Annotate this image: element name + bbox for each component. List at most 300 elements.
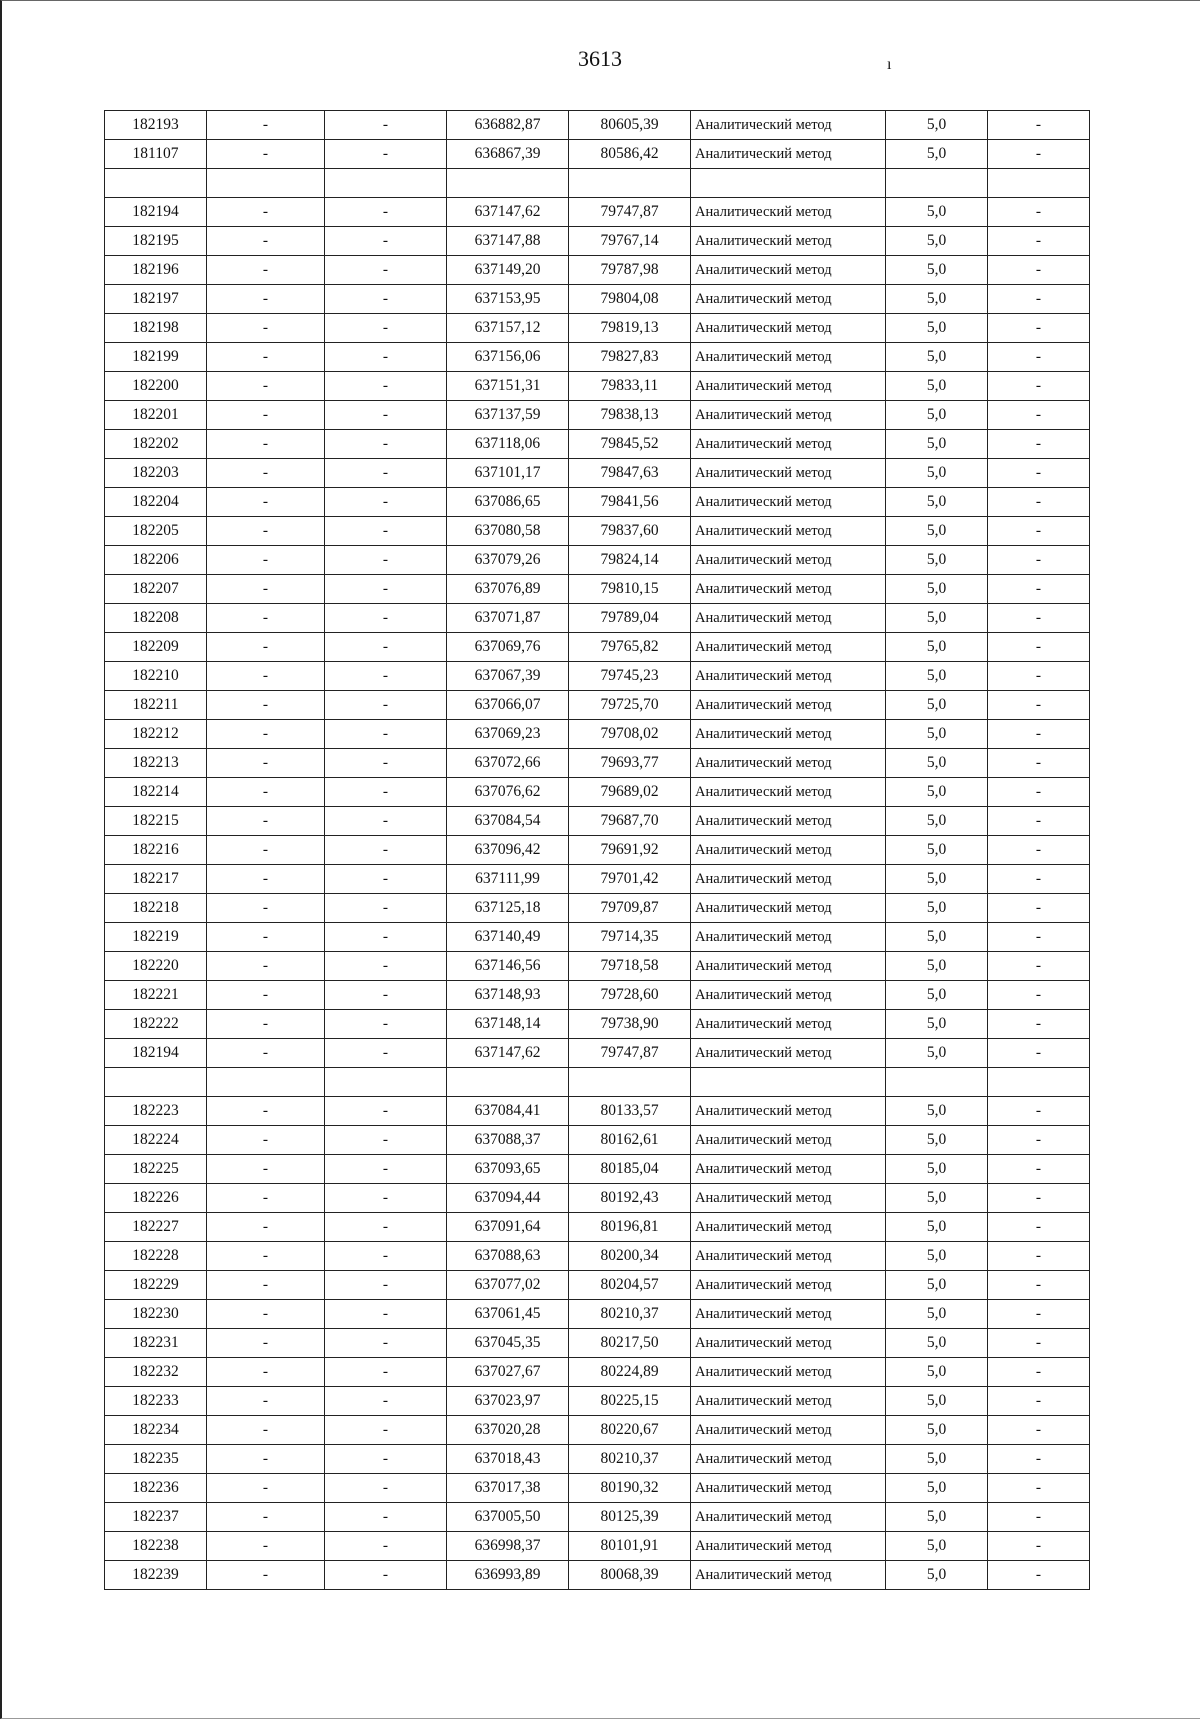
cell-accuracy: 5,0 — [886, 1126, 988, 1155]
cell-col-3: - — [325, 372, 447, 401]
cell-col-8: - — [988, 1561, 1090, 1590]
table-row — [105, 981, 1090, 1010]
cell-point-number: 182201 — [105, 401, 207, 430]
cell-y-coordinate: 80210,37 — [569, 1445, 691, 1474]
cell-col-8: - — [988, 488, 1090, 517]
cell-accuracy: 5,0 — [886, 604, 988, 633]
cell-x-coordinate: 636998,37 — [447, 1532, 569, 1561]
cell-accuracy: 5,0 — [886, 1271, 988, 1300]
cell-y-coordinate: 79767,14 — [569, 227, 691, 256]
cell-method: Аналитический метод — [691, 1155, 886, 1184]
cell-method: Аналитический метод — [691, 1503, 886, 1532]
cell-y-coordinate: 80200,34 — [569, 1242, 691, 1271]
cell-x-coordinate: 637125,18 — [447, 894, 569, 923]
cell-col-8: - — [988, 227, 1090, 256]
cell-point-number: 182235 — [105, 1445, 207, 1474]
cell-col-3: - — [325, 285, 447, 314]
table-row — [105, 314, 1090, 343]
cell-col-3: - — [325, 1300, 447, 1329]
table-row — [105, 1561, 1090, 1590]
cell-col-8: - — [988, 1213, 1090, 1242]
cell-y-coordinate: 80586,42 — [569, 140, 691, 169]
cell-y-coordinate: 80225,15 — [569, 1387, 691, 1416]
table-row — [105, 691, 1090, 720]
cell-point-number: 182206 — [105, 546, 207, 575]
cell-col-2: - — [207, 372, 325, 401]
cell-col-2: - — [207, 865, 325, 894]
cell-x-coordinate: 637045,35 — [447, 1329, 569, 1358]
cell-col-3: - — [325, 1184, 447, 1213]
cell-point-number: 182215 — [105, 807, 207, 836]
cell-col-8: - — [988, 1039, 1090, 1068]
cell-method: Аналитический метод — [691, 720, 886, 749]
cell-method: Аналитический метод — [691, 140, 886, 169]
cell-col-2: - — [207, 1358, 325, 1387]
cell-col-2: - — [207, 604, 325, 633]
cell-x-coordinate: 637147,62 — [447, 1039, 569, 1068]
cell-method: Аналитический метод — [691, 546, 886, 575]
cell-col-3: - — [325, 749, 447, 778]
cell-col-2: - — [207, 111, 325, 140]
cell-method: Аналитический метод — [691, 807, 886, 836]
cell-col-2: - — [207, 1561, 325, 1590]
cell-method: Аналитический метод — [691, 227, 886, 256]
cell-col-8: - — [988, 633, 1090, 662]
cell-x-coordinate: 637146,56 — [447, 952, 569, 981]
cell-col-3: - — [325, 343, 447, 372]
cell-method: Аналитический метод — [691, 575, 886, 604]
cell-y-coordinate: 79714,35 — [569, 923, 691, 952]
cell-accuracy: 5,0 — [886, 1242, 988, 1271]
cell-y-coordinate: 80605,39 — [569, 111, 691, 140]
cell-col-8: - — [988, 1416, 1090, 1445]
cell-col-2: - — [207, 517, 325, 546]
cell-col-3: - — [325, 807, 447, 836]
cell-col-2: - — [207, 778, 325, 807]
cell-method: Аналитический метод — [691, 778, 886, 807]
cell-col-3: - — [325, 1010, 447, 1039]
cell-accuracy: 5,0 — [886, 1387, 988, 1416]
cell-col-3: - — [325, 1126, 447, 1155]
cell-col-8: - — [988, 1126, 1090, 1155]
table-row — [105, 865, 1090, 894]
cell-method: Аналитический метод — [691, 256, 886, 285]
cell-y-coordinate: 79789,04 — [569, 604, 691, 633]
cell-accuracy: 5,0 — [886, 1039, 988, 1068]
table-row — [105, 1300, 1090, 1329]
cell-y-coordinate: 79745,23 — [569, 662, 691, 691]
cell-col-8: - — [988, 140, 1090, 169]
table-row — [105, 1155, 1090, 1184]
cell-col-2: - — [207, 1474, 325, 1503]
cell-accuracy: 5,0 — [886, 807, 988, 836]
cell-accuracy: 5,0 — [886, 227, 988, 256]
cell-point-number: 182205 — [105, 517, 207, 546]
cell-col-2: - — [207, 807, 325, 836]
cell-col-8: - — [988, 1010, 1090, 1039]
cell-col-8: - — [988, 691, 1090, 720]
cell-method: Аналитический метод — [691, 1416, 886, 1445]
cell-point-number: 182237 — [105, 1503, 207, 1532]
cell-accuracy: 5,0 — [886, 633, 988, 662]
cell-x-coordinate: 637071,87 — [447, 604, 569, 633]
cell-y-coordinate: 79787,98 — [569, 256, 691, 285]
cell-col-8: - — [988, 894, 1090, 923]
cell-x-coordinate: 637094,44 — [447, 1184, 569, 1213]
cell-col-3: - — [325, 604, 447, 633]
cell-col-2: - — [207, 1300, 325, 1329]
cell-method: Аналитический метод — [691, 1126, 886, 1155]
cell-y-coordinate: 80125,39 — [569, 1503, 691, 1532]
table-row — [105, 1445, 1090, 1474]
cell-col-3: - — [325, 662, 447, 691]
cell-accuracy: 5,0 — [886, 488, 988, 517]
table-row — [105, 1126, 1090, 1155]
table-row — [105, 1271, 1090, 1300]
cell-point-number: 182210 — [105, 662, 207, 691]
cell-col-2: - — [207, 430, 325, 459]
cell-accuracy: 5,0 — [886, 720, 988, 749]
cell-col-3: - — [325, 1213, 447, 1242]
cell-col-3: - — [325, 401, 447, 430]
cell-accuracy: 5,0 — [886, 1155, 988, 1184]
cell-point-number: 182221 — [105, 981, 207, 1010]
cell-col-3: - — [325, 198, 447, 227]
cell-x-coordinate: 637027,67 — [447, 1358, 569, 1387]
cell-col-2: - — [207, 1126, 325, 1155]
cell-col-8: - — [988, 1445, 1090, 1474]
cell-col-2: - — [207, 1242, 325, 1271]
cell-method — [691, 169, 886, 198]
cell-method: Аналитический метод — [691, 691, 886, 720]
cell-accuracy: 5,0 — [886, 836, 988, 865]
cell-y-coordinate: 79725,70 — [569, 691, 691, 720]
cell-y-coordinate: 80101,91 — [569, 1532, 691, 1561]
cell-x-coordinate: 637088,37 — [447, 1126, 569, 1155]
cell-col-2: - — [207, 1010, 325, 1039]
cell-point-number: 182225 — [105, 1155, 207, 1184]
cell-accuracy: 5,0 — [886, 314, 988, 343]
cell-col-8: - — [988, 575, 1090, 604]
cell-x-coordinate: 637072,66 — [447, 749, 569, 778]
cell-method: Аналитический метод — [691, 1242, 886, 1271]
table-row — [105, 198, 1090, 227]
cell-x-coordinate: 637101,17 — [447, 459, 569, 488]
cell-y-coordinate — [569, 169, 691, 198]
cell-accuracy: 5,0 — [886, 1416, 988, 1445]
table-row — [105, 488, 1090, 517]
cell-point-number: 182212 — [105, 720, 207, 749]
cell-col-8: - — [988, 546, 1090, 575]
cell-col-2: - — [207, 343, 325, 372]
cell-method: Аналитический метод — [691, 314, 886, 343]
cell-method: Аналитический метод — [691, 662, 886, 691]
cell-point-number: 182216 — [105, 836, 207, 865]
cell-col-8: - — [988, 1271, 1090, 1300]
cell-x-coordinate: 637149,20 — [447, 256, 569, 285]
cell-y-coordinate — [569, 1068, 691, 1097]
cell-col-3: - — [325, 720, 447, 749]
table-row — [105, 575, 1090, 604]
cell-accuracy: 5,0 — [886, 430, 988, 459]
cell-col-8: - — [988, 430, 1090, 459]
cell-point-number: 182196 — [105, 256, 207, 285]
cell-accuracy: 5,0 — [886, 1503, 988, 1532]
cell-x-coordinate: 637077,02 — [447, 1271, 569, 1300]
cell-col-3: - — [325, 865, 447, 894]
cell-x-coordinate: 637066,07 — [447, 691, 569, 720]
table-row — [105, 372, 1090, 401]
cell-y-coordinate: 79691,92 — [569, 836, 691, 865]
coordinates-table — [104, 110, 1090, 1590]
cell-point-number: 182239 — [105, 1561, 207, 1590]
cell-col-2 — [207, 1068, 325, 1097]
cell-accuracy: 5,0 — [886, 894, 988, 923]
cell-col-8: - — [988, 865, 1090, 894]
table-row — [105, 749, 1090, 778]
cell-y-coordinate: 79687,70 — [569, 807, 691, 836]
table-row — [105, 720, 1090, 749]
cell-accuracy: 5,0 — [886, 198, 988, 227]
cell-col-3: - — [325, 1387, 447, 1416]
table-row — [105, 836, 1090, 865]
cell-col-2: - — [207, 256, 325, 285]
cell-y-coordinate: 80224,89 — [569, 1358, 691, 1387]
cell-y-coordinate: 79845,52 — [569, 430, 691, 459]
cell-y-coordinate: 79841,56 — [569, 488, 691, 517]
table-row — [105, 604, 1090, 633]
cell-method: Аналитический метод — [691, 1329, 886, 1358]
cell-accuracy: 5,0 — [886, 111, 988, 140]
cell-x-coordinate: 637084,41 — [447, 1097, 569, 1126]
cell-point-number: 182198 — [105, 314, 207, 343]
table-row — [105, 633, 1090, 662]
table-row — [105, 1416, 1090, 1445]
cell-col-8: - — [988, 1474, 1090, 1503]
cell-point-number: 182211 — [105, 691, 207, 720]
cell-accuracy: 5,0 — [886, 981, 988, 1010]
cell-accuracy: 5,0 — [886, 343, 988, 372]
table-row — [105, 546, 1090, 575]
cell-point-number: 182226 — [105, 1184, 207, 1213]
cell-point-number: 182200 — [105, 372, 207, 401]
table-row — [105, 1329, 1090, 1358]
cell-col-8: - — [988, 1387, 1090, 1416]
cell-col-8: - — [988, 1532, 1090, 1561]
cell-col-3: - — [325, 575, 447, 604]
cell-col-3: - — [325, 836, 447, 865]
cell-y-coordinate: 80185,04 — [569, 1155, 691, 1184]
cell-accuracy: 5,0 — [886, 575, 988, 604]
cell-col-3: - — [325, 314, 447, 343]
cell-x-coordinate: 637148,14 — [447, 1010, 569, 1039]
cell-col-3: - — [325, 459, 447, 488]
cell-col-8: - — [988, 343, 1090, 372]
cell-col-3: - — [325, 1416, 447, 1445]
table-row — [105, 227, 1090, 256]
cell-col-3: - — [325, 1155, 447, 1184]
cell-accuracy: 5,0 — [886, 1561, 988, 1590]
table-row — [105, 1503, 1090, 1532]
table-row — [105, 1532, 1090, 1561]
cell-y-coordinate: 79804,08 — [569, 285, 691, 314]
table-row — [105, 1213, 1090, 1242]
cell-method: Аналитический метод — [691, 1474, 886, 1503]
cell-col-8: - — [988, 198, 1090, 227]
corner-mark: ı — [887, 56, 892, 73]
cell-col-8: - — [988, 923, 1090, 952]
coordinates-table-body — [105, 111, 1090, 1590]
cell-x-coordinate: 637088,63 — [447, 1242, 569, 1271]
cell-x-coordinate: 637153,95 — [447, 285, 569, 314]
cell-col-8: - — [988, 807, 1090, 836]
cell-col-3: - — [325, 1271, 447, 1300]
cell-col-3: - — [325, 923, 447, 952]
cell-method: Аналитический метод — [691, 604, 886, 633]
cell-y-coordinate: 79847,63 — [569, 459, 691, 488]
cell-col-2: - — [207, 1387, 325, 1416]
cell-point-number: 181107 — [105, 140, 207, 169]
cell-x-coordinate: 637023,97 — [447, 1387, 569, 1416]
cell-col-8: - — [988, 401, 1090, 430]
cell-col-2: - — [207, 836, 325, 865]
cell-col-3 — [325, 1068, 447, 1097]
cell-point-number: 182209 — [105, 633, 207, 662]
cell-accuracy: 5,0 — [886, 1329, 988, 1358]
cell-point-number: 182193 — [105, 111, 207, 140]
cell-y-coordinate: 79765,82 — [569, 633, 691, 662]
cell-col-2 — [207, 169, 325, 198]
cell-method: Аналитический метод — [691, 1039, 886, 1068]
cell-x-coordinate: 637111,99 — [447, 865, 569, 894]
cell-col-2: - — [207, 662, 325, 691]
cell-point-number: 182204 — [105, 488, 207, 517]
cell-col-8: - — [988, 372, 1090, 401]
cell-x-coordinate — [447, 1068, 569, 1097]
table-row — [105, 343, 1090, 372]
cell-col-3: - — [325, 1445, 447, 1474]
cell-col-3: - — [325, 256, 447, 285]
cell-col-2: - — [207, 459, 325, 488]
cell-col-8: - — [988, 285, 1090, 314]
cell-x-coordinate: 637137,59 — [447, 401, 569, 430]
cell-col-3: - — [325, 1242, 447, 1271]
cell-y-coordinate: 80196,81 — [569, 1213, 691, 1242]
cell-method: Аналитический метод — [691, 517, 886, 546]
cell-col-8: - — [988, 778, 1090, 807]
cell-method: Аналитический метод — [691, 865, 886, 894]
cell-col-2: - — [207, 1213, 325, 1242]
cell-col-2: - — [207, 285, 325, 314]
cell-col-8: - — [988, 1503, 1090, 1532]
table-row — [105, 1387, 1090, 1416]
cell-col-8: - — [988, 1184, 1090, 1213]
cell-col-8: - — [988, 981, 1090, 1010]
cell-col-3: - — [325, 691, 447, 720]
cell-point-number: 182207 — [105, 575, 207, 604]
cell-col-2: - — [207, 1503, 325, 1532]
cell-x-coordinate: 637148,93 — [447, 981, 569, 1010]
cell-method: Аналитический метод — [691, 952, 886, 981]
table-row — [105, 1242, 1090, 1271]
cell-method: Аналитический метод — [691, 459, 886, 488]
cell-col-8: - — [988, 1155, 1090, 1184]
cell-point-number: 182202 — [105, 430, 207, 459]
cell-x-coordinate: 637096,42 — [447, 836, 569, 865]
cell-accuracy: 5,0 — [886, 1445, 988, 1474]
cell-accuracy: 5,0 — [886, 865, 988, 894]
table-row — [105, 662, 1090, 691]
cell-x-coordinate: 637018,43 — [447, 1445, 569, 1474]
cell-x-coordinate: 637076,89 — [447, 575, 569, 604]
table-row — [105, 285, 1090, 314]
table-row — [105, 1184, 1090, 1213]
cell-col-8: - — [988, 720, 1090, 749]
cell-col-8: - — [988, 662, 1090, 691]
cell-col-2: - — [207, 1329, 325, 1358]
cell-col-2: - — [207, 198, 325, 227]
cell-col-3: - — [325, 1358, 447, 1387]
cell-col-3: - — [325, 981, 447, 1010]
cell-y-coordinate: 80162,61 — [569, 1126, 691, 1155]
cell-col-3: - — [325, 140, 447, 169]
cell-accuracy: 5,0 — [886, 662, 988, 691]
cell-accuracy: 5,0 — [886, 1184, 988, 1213]
cell-y-coordinate: 79819,13 — [569, 314, 691, 343]
cell-y-coordinate: 80190,32 — [569, 1474, 691, 1503]
cell-col-2: - — [207, 227, 325, 256]
cell-accuracy: 5,0 — [886, 459, 988, 488]
cell-col-2: - — [207, 1184, 325, 1213]
cell-point-number — [105, 1068, 207, 1097]
cell-y-coordinate: 79693,77 — [569, 749, 691, 778]
table-row — [105, 459, 1090, 488]
cell-col-2: - — [207, 894, 325, 923]
cell-y-coordinate: 79747,87 — [569, 198, 691, 227]
cell-col-3: - — [325, 227, 447, 256]
cell-method: Аналитический метод — [691, 1300, 886, 1329]
cell-col-8: - — [988, 604, 1090, 633]
cell-col-8: - — [988, 1329, 1090, 1358]
cell-y-coordinate: 79747,87 — [569, 1039, 691, 1068]
cell-method: Аналитический метод — [691, 1010, 886, 1039]
cell-method: Аналитический метод — [691, 1271, 886, 1300]
cell-col-2: - — [207, 1155, 325, 1184]
page-number: 3613 — [578, 46, 622, 71]
cell-point-number: 182232 — [105, 1358, 207, 1387]
cell-point-number: 182218 — [105, 894, 207, 923]
table-row — [105, 111, 1090, 140]
cell-method: Аналитический метод — [691, 343, 886, 372]
cell-point-number: 182195 — [105, 227, 207, 256]
cell-col-2: - — [207, 488, 325, 517]
cell-method: Аналитический метод — [691, 1097, 886, 1126]
cell-point-number: 182234 — [105, 1416, 207, 1445]
cell-method: Аналитический метод — [691, 981, 886, 1010]
table-row — [105, 894, 1090, 923]
cell-y-coordinate: 79708,02 — [569, 720, 691, 749]
cell-method: Аналитический метод — [691, 1532, 886, 1561]
cell-col-3 — [325, 169, 447, 198]
cell-y-coordinate: 79728,60 — [569, 981, 691, 1010]
cell-method: Аналитический метод — [691, 1445, 886, 1474]
cell-x-coordinate: 637156,06 — [447, 343, 569, 372]
cell-col-8: - — [988, 459, 1090, 488]
cell-accuracy: 5,0 — [886, 372, 988, 401]
cell-point-number: 182233 — [105, 1387, 207, 1416]
cell-x-coordinate: 637084,54 — [447, 807, 569, 836]
cell-col-2: - — [207, 401, 325, 430]
